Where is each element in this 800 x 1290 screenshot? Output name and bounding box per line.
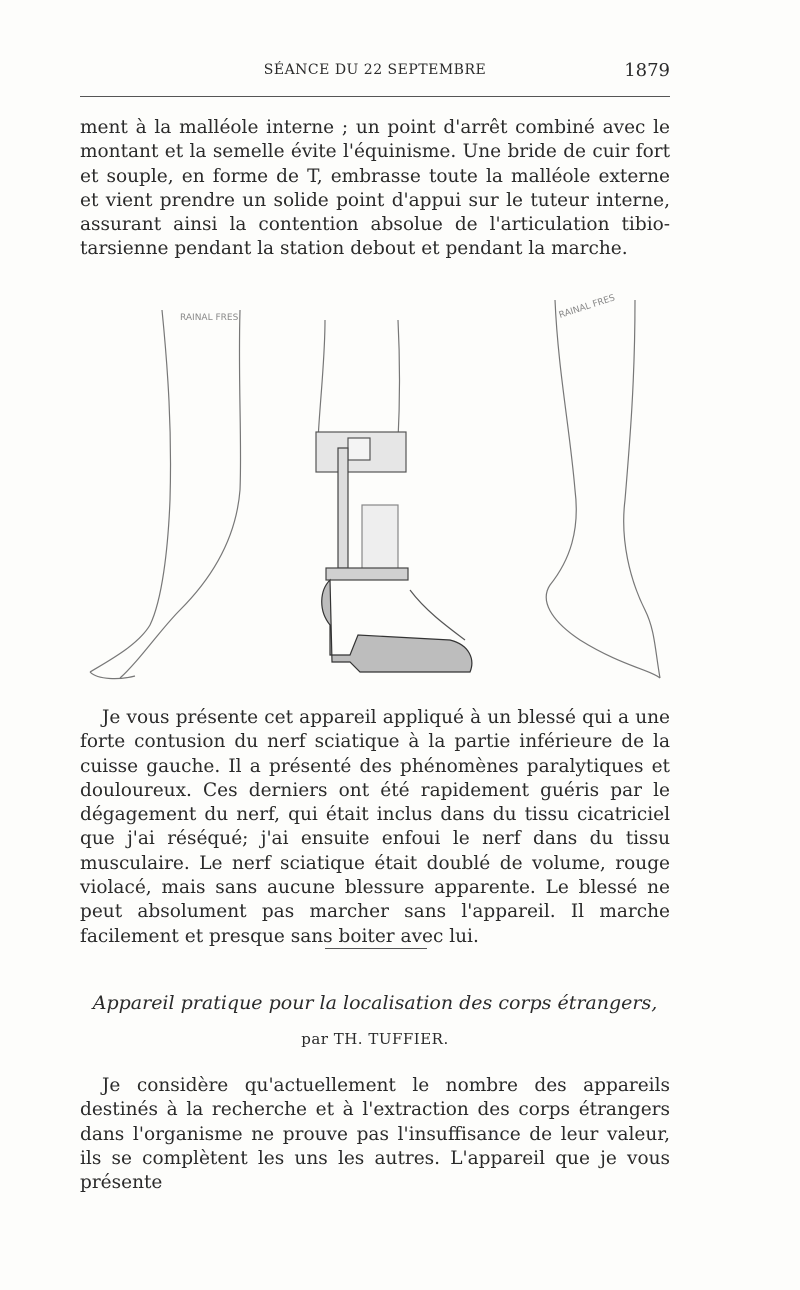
section-separator (325, 948, 427, 949)
left-leg-drawing (90, 310, 241, 679)
running-header (80, 60, 670, 90)
right-signature: RAINAL FRES (557, 293, 617, 321)
right-leg-drawing (546, 300, 660, 678)
page-number: 1879 (624, 60, 670, 81)
paragraph-1 (80, 116, 670, 262)
paragraph-2 (80, 706, 670, 949)
section-author: par TH. TUFFIER. (301, 1030, 449, 1048)
leg-brace-figure (80, 280, 680, 690)
paragraph-3 (80, 1074, 670, 1195)
paragraph-1-text: ment à la malléole interne ; un point d'arrêt combiné avec le montant et la semelle évite l'équinisme. Une bride de cuir fort et souple, en forme de T, embrasse toute la malléole externe et vient prendre un solide point d'appui sur le tuteur interne, assurant ainsi la contention absolue de l'articulation tibio-tarsienne pendant la station debout et pendant la marche. (80, 117, 670, 260)
paragraph-2-text: Je vous présente cet appareil appliqué à un blessé qui a une forte contusion du nerf sciatique à la partie inférieure de la cuisse gauche. Il a présenté des phénomènes paralytiques et douloureux. Ces derniers ont été rapidement guéris par le dégagement du nerf, qui était inclus dans du tissu cicatriciel que j'ai réséqué; j'ai ensuite enfoui le nerf dans du tissu musculaire. Le nerf sciatique était doublé de volume, rouge violacé, mais sans aucune blessure apparente. Le blessé ne peut absolument pas marcher sans l'appareil. Il marche facilement et presque sans boiter avec lui. (80, 707, 670, 947)
left-signature: RAINAL FRES (180, 313, 239, 323)
braced-leg-drawing (316, 320, 472, 672)
header-rule (80, 96, 670, 97)
section-title: Appareil pratique pour la localisation des corps étrangers, (92, 992, 658, 1014)
paragraph-3-text: Je considère qu'actuellement le nombre des appareils destinés à la recherche et à l'extraction des corps étrangers dans l'organisme ne prouve pas l'insuffisance de leur valeur, ils se complètent les uns les autres. L'appareil que je vous présente (80, 1075, 670, 1194)
running-title: SÉANCE DU 22 SEPTEMBRE (263, 62, 487, 78)
